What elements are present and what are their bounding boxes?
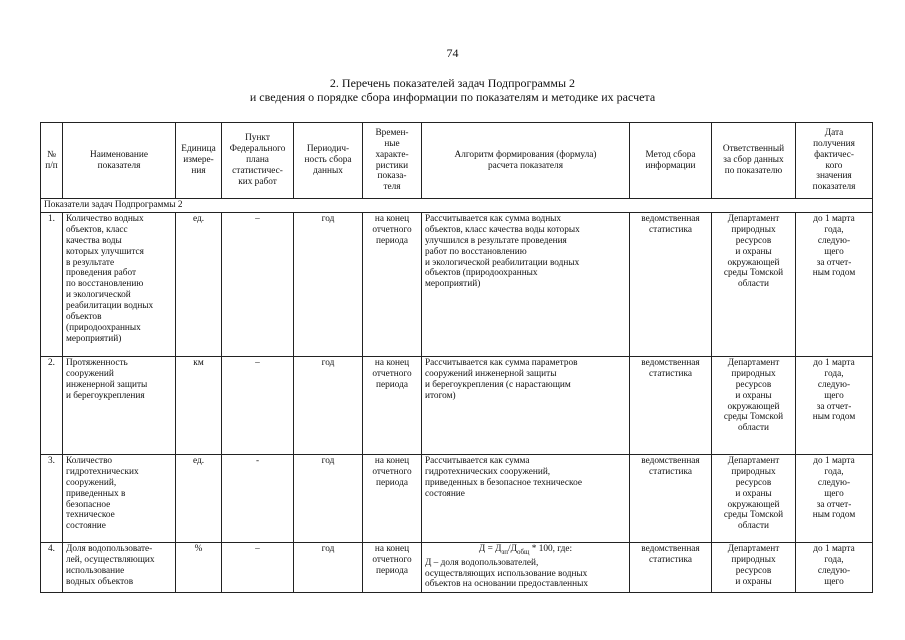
cell-fed-plan: - [222, 454, 294, 542]
cell-time: на конец отчетного периода [363, 542, 422, 592]
cell-num: 3. [41, 454, 63, 542]
formula-part: Д = Д [478, 543, 502, 554]
cell-name: Количество водных объектов, класс качества воды которых улучшится в результате проведения работ по восстановлению и экологической реабилитации водных объектов (природоохранных мероприятий) [63, 212, 176, 356]
table-header-row [41, 123, 873, 199]
cell-method: ведомственная статистика [630, 454, 712, 542]
header-cell-period: Периодич- ность сбора данных [294, 123, 363, 199]
header-cell-algorithm: Алгоритм формирования (формула) расчета показателя [422, 123, 630, 199]
cell-name: Количество гидротехнических сооружений, приведенных в безопасное техническое состояние [63, 454, 176, 542]
header-cell-fed-plan: Пункт Федерального плана статистичес- ких работ [222, 123, 294, 199]
cell-algorithm [422, 542, 630, 592]
cell-responsible: Департамент природных ресурсов и охраны [712, 542, 796, 592]
page-number: 74 [446, 46, 459, 60]
table-row [41, 454, 873, 542]
cell-method: ведомственная статистика [630, 542, 712, 592]
cell-algorithm: Рассчитывается как сумма гидротехнических сооружений, приведенных в безопасное техническое состояние [422, 454, 630, 542]
cell-time: на конец отчетного периода [363, 356, 422, 454]
cell-date: до 1 марта года, следую- щего за отчет- ным годом [796, 212, 873, 356]
cell-fed-plan: – [222, 212, 294, 356]
cell-responsible: Департамент природных ресурсов и охраны окружающей среды Томской области [712, 356, 796, 454]
document-title [0, 76, 905, 104]
table-row [41, 356, 873, 454]
table-row [41, 542, 873, 592]
table-row [41, 212, 873, 356]
header-cell-num: № п/п [41, 123, 63, 199]
section-label: Показатели задач Подпрограммы 2 [41, 199, 873, 213]
cell-responsible: Департамент природных ресурсов и охраны окружающей среды Томской области [712, 454, 796, 542]
header-cell-date: Дата получения фактичес- кого значения показателя [796, 123, 873, 199]
cell-fed-plan: – [222, 356, 294, 454]
cell-time: на конец отчетного периода [363, 454, 422, 542]
cell-num: 4. [41, 542, 63, 592]
formula [425, 544, 626, 558]
formula-subscript: общ [516, 547, 530, 556]
section-row [41, 199, 873, 213]
header-cell-method: Метод сбора информации [630, 123, 712, 199]
cell-time: на конец отчетного периода [363, 212, 422, 356]
cell-fed-plan: – [222, 542, 294, 592]
indicators-table [40, 122, 873, 593]
formula-subscript: зп [501, 547, 508, 556]
header-cell-time: Времен- ные характе- ристики показа- теля [363, 123, 422, 199]
cell-method: ведомственная статистика [630, 212, 712, 356]
cell-method: ведомственная статистика [630, 356, 712, 454]
cell-date: до 1 марта года, следую- щего за отчет- ным годом [796, 454, 873, 542]
cell-unit: ед. [176, 212, 222, 356]
cell-unit: км [176, 356, 222, 454]
cell-num: 1. [41, 212, 63, 356]
cell-responsible: Департамент природных ресурсов и охраны окружающей среды Томской области [712, 212, 796, 356]
cell-algorithm: Рассчитывается как сумма водных объектов, класс качества воды которых улучшился в результате проведения работ по восстановлению и экологической реабилитации водных объектов (природоохранных мероприятий) [422, 212, 630, 356]
cell-unit: % [176, 542, 222, 592]
cell-name: Доля водопользовате- лей, осуществляющих использование водных объектов [63, 542, 176, 592]
cell-date: до 1 марта года, следую- щего [796, 542, 873, 592]
formula-part: * 100, где: [529, 543, 573, 554]
formula-part: /Д [508, 543, 517, 554]
cell-algorithm: Рассчитывается как сумма параметров сооружений инженерной защиты и берегоукрепления (с нарастающим итогом) [422, 356, 630, 454]
cell-num: 2. [41, 356, 63, 454]
cell-period: год [294, 212, 363, 356]
cell-period: год [294, 356, 363, 454]
header-cell-unit: Единица измере- ния [176, 123, 222, 199]
cell-date: до 1 марта года, следую- щего за отчет- ным годом [796, 356, 873, 454]
formula-description: Д – доля водопользователей, осуществляющих использование водных объектов на основании предоставленных [425, 557, 589, 590]
header-cell-responsible: Ответственный за сбор данных по показателю [712, 123, 796, 199]
cell-name: Протяженность сооружений инженерной защиты и берегоукрепления [63, 356, 176, 454]
header-cell-name: Наименование показателя [63, 123, 176, 199]
title-line-1: 2. Перечень показателей задач Подпрограммы 2 [329, 76, 576, 90]
cell-period: год [294, 454, 363, 542]
cell-unit: ед. [176, 454, 222, 542]
cell-period: год [294, 542, 363, 592]
title-line-2: и сведения о порядке сбора информации по показателям и методике их расчета [249, 90, 656, 104]
